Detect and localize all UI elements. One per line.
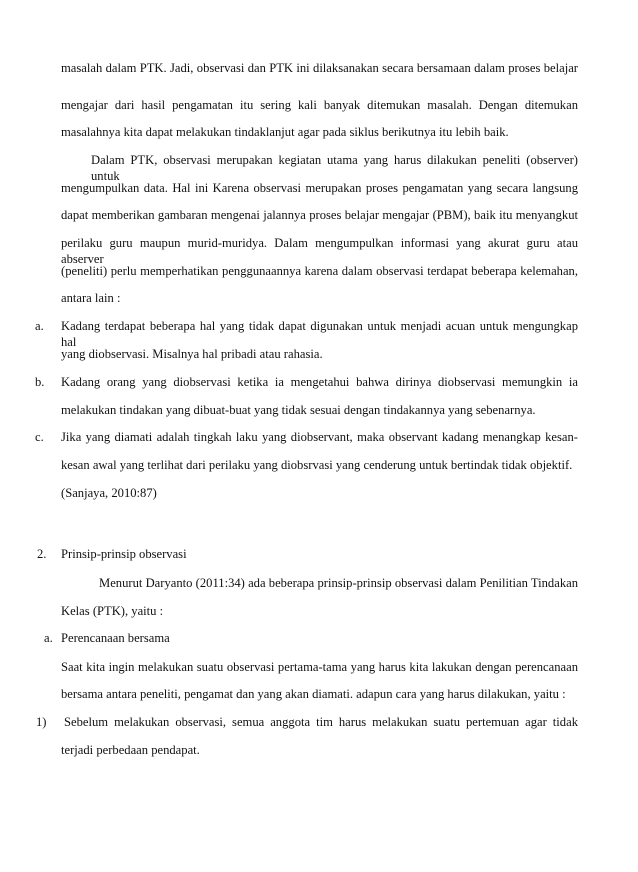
weakness-b-line-2: melakukan tindakan yang dibuat-buat yang tidak sesuai dengan tindakannya yang sebenarnya.	[61, 403, 536, 417]
paragraph-1-line-3: masalahnya kita dapat melakukan tindaklanjut agar pada siklus berikutnya itu lebih baik.	[61, 125, 509, 139]
paragraph-2-line-6: antara lain :	[61, 291, 121, 305]
item-1-marker: 1)	[36, 715, 47, 729]
section-2-number: 2.	[37, 547, 47, 561]
weakness-a-line-1: Kadang terdapat beberapa hal yang tidak dapat digunakan untuk menjadi acuan untuk mengungkap hal	[61, 319, 578, 349]
paragraph-2-line-1: Dalam PTK, observasi merupakan kegiatan utama yang harus dilakukan peneliti (observer) untuk	[91, 153, 578, 183]
paragraph-2-line-4: perilaku guru maupun murid-muridya. Dalam mengumpulkan informasi yang akurat guru atau abserver	[61, 236, 578, 266]
item-1-line-1: Sebelum melakukan observasi, semua anggota tim harus melakukan suatu pertemuan agar tidak	[64, 715, 578, 729]
section-2-intro-line-1: Menurut Daryanto (2011:34) ada beberapa prinsip-prinsip observasi dalam Penilitian Tindakan	[99, 576, 578, 590]
paragraph-1-line-2: mengajar dari hasil pengamatan itu sering kali banyak ditemukan masalah. Dengan ditemukan	[61, 98, 578, 112]
list-marker-a: a.	[35, 319, 44, 333]
list-marker-c: c.	[35, 430, 44, 444]
weakness-c-line-1: Jika yang diamati adalah tingkah laku yang diobservant, maka observant kadang menangkap kesan-	[61, 430, 578, 444]
section-2-title: Prinsip-prinsip observasi	[61, 547, 187, 561]
sub-a-line-1: Saat kita ingin melakukan suatu observasi pertama-tama yang harus kita lakukan dengan perencanaan	[61, 660, 578, 674]
sub-a-marker: a.	[44, 631, 53, 645]
item-1-line-2: terjadi perbedaan pendapat.	[61, 743, 200, 757]
weakness-c-line-2: kesan awal yang terlihat dari perilaku yang diobsrvasi yang cenderung untuk bertindak tidak objektif.	[61, 458, 573, 472]
paragraph-2-line-3: dapat memberikan gambaran mengenai jalannya proses belajar mengajar (PBM), baik itu menyangkut	[61, 208, 578, 222]
sub-a-title: Perencanaan bersama	[61, 631, 170, 645]
paragraph-2-line-5: (peneliti) perlu memperhatikan penggunaannya karena dalam observasi terdapat beberapa kelemahan,	[61, 264, 578, 278]
citation: (Sanjaya, 2010:87)	[61, 486, 157, 500]
paragraph-1-line-1: masalah dalam PTK. Jadi, observasi dan PTK ini dilaksanakan secara bersamaan dalam proses belajar	[61, 61, 578, 75]
paragraph-2-line-2: mengumpulkan data. Hal ini Karena observasi merupakan proses pengamatan yang secara langsung	[61, 181, 578, 195]
list-marker-b: b.	[35, 375, 45, 389]
weakness-b-line-1: Kadang orang yang diobservasi ketika ia mengetahui bahwa dirinya diobservasi memungkin ia	[61, 375, 578, 389]
sub-a-line-2: bersama antara peneliti, pengamat dan yang akan diamati. adapun cara yang harus dilakukan, yaitu :	[61, 687, 566, 701]
section-2-intro-line-2: Kelas (PTK), yaitu :	[61, 604, 164, 618]
weakness-a-line-2: yang diobservasi. Misalnya hal pribadi atau rahasia.	[61, 347, 323, 361]
